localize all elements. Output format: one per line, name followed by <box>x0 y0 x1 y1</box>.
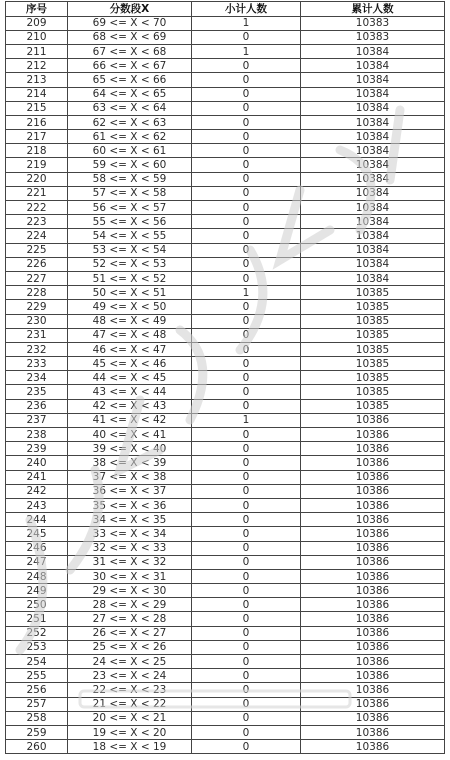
row-index: 227 <box>6 271 68 285</box>
table-row <box>6 456 445 470</box>
cumulative-count: 10386 <box>301 612 445 626</box>
table-row <box>6 640 445 654</box>
cumulative-count: 10386 <box>301 555 445 569</box>
row-index: 221 <box>6 186 68 200</box>
table-row <box>6 740 445 754</box>
subtotal-count: 0 <box>192 186 301 200</box>
table-row <box>6 683 445 697</box>
table-row <box>6 186 445 200</box>
cumulative-count: 10386 <box>301 569 445 583</box>
cumulative-count: 10386 <box>301 655 445 669</box>
cumulative-count: 10384 <box>301 144 445 158</box>
cumulative-count: 10384 <box>301 186 445 200</box>
row-index: 241 <box>6 470 68 484</box>
subtotal-count: 0 <box>192 456 301 470</box>
subtotal-count: 0 <box>192 87 301 101</box>
subtotal-count: 0 <box>192 271 301 285</box>
subtotal-count: 0 <box>192 711 301 725</box>
subtotal-count: 0 <box>192 257 301 271</box>
subtotal-count: 0 <box>192 101 301 115</box>
cumulative-count: 10384 <box>301 44 445 58</box>
row-index: 236 <box>6 399 68 413</box>
score-range: 50 <= X < 51 <box>68 286 192 300</box>
table-row <box>6 612 445 626</box>
score-range: 27 <= X < 28 <box>68 612 192 626</box>
header-row <box>6 2 445 17</box>
score-range: 58 <= X < 59 <box>68 172 192 186</box>
subtotal-count: 0 <box>192 442 301 456</box>
table-row <box>6 513 445 527</box>
table-row <box>6 342 445 356</box>
table-row <box>6 470 445 484</box>
score-range: 69 <= X < 70 <box>68 16 192 30</box>
table-row <box>6 598 445 612</box>
cumulative-count: 10385 <box>301 300 445 314</box>
row-index: 246 <box>6 541 68 555</box>
header-score-range: 分数段X <box>68 2 192 17</box>
score-range: 62 <= X < 63 <box>68 115 192 129</box>
cumulative-count: 10386 <box>301 470 445 484</box>
score-range: 30 <= X < 31 <box>68 569 192 583</box>
cumulative-count: 10386 <box>301 498 445 512</box>
row-index: 211 <box>6 44 68 58</box>
row-index: 215 <box>6 101 68 115</box>
score-range: 22 <= X < 23 <box>68 683 192 697</box>
table-row <box>6 428 445 442</box>
score-range: 44 <= X < 45 <box>68 371 192 385</box>
table-row <box>6 257 445 271</box>
row-index: 251 <box>6 612 68 626</box>
subtotal-count: 1 <box>192 413 301 427</box>
cumulative-count: 10384 <box>301 87 445 101</box>
subtotal-count: 0 <box>192 115 301 129</box>
subtotal-count: 0 <box>192 328 301 342</box>
table-row <box>6 725 445 739</box>
score-range: 61 <= X < 62 <box>68 130 192 144</box>
subtotal-count: 0 <box>192 626 301 640</box>
cumulative-count: 10385 <box>301 371 445 385</box>
subtotal-count: 0 <box>192 697 301 711</box>
subtotal-count: 0 <box>192 470 301 484</box>
subtotal-count: 0 <box>192 669 301 683</box>
score-range: 65 <= X < 66 <box>68 73 192 87</box>
table-row <box>6 399 445 413</box>
row-index: 238 <box>6 428 68 442</box>
score-range: 34 <= X < 35 <box>68 513 192 527</box>
table-row <box>6 59 445 73</box>
subtotal-count: 0 <box>192 584 301 598</box>
cumulative-count: 10386 <box>301 428 445 442</box>
subtotal-count: 0 <box>192 314 301 328</box>
row-index: 245 <box>6 527 68 541</box>
cumulative-count: 10384 <box>301 243 445 257</box>
row-index: 225 <box>6 243 68 257</box>
table-row <box>6 527 445 541</box>
subtotal-count: 0 <box>192 158 301 172</box>
cumulative-count: 10386 <box>301 725 445 739</box>
subtotal-count: 1 <box>192 44 301 58</box>
table-body <box>6 16 445 754</box>
score-range: 47 <= X < 48 <box>68 328 192 342</box>
table-row <box>6 711 445 725</box>
cumulative-count: 10384 <box>301 229 445 243</box>
table-row <box>6 172 445 186</box>
score-range: 52 <= X < 53 <box>68 257 192 271</box>
table-row <box>6 371 445 385</box>
cumulative-count: 10386 <box>301 513 445 527</box>
table-row <box>6 201 445 215</box>
score-range: 68 <= X < 69 <box>68 30 192 44</box>
row-index: 220 <box>6 172 68 186</box>
subtotal-count: 0 <box>192 555 301 569</box>
subtotal-count: 1 <box>192 16 301 30</box>
subtotal-count: 0 <box>192 172 301 186</box>
score-table <box>5 1 445 754</box>
row-index: 239 <box>6 442 68 456</box>
table-row <box>6 44 445 58</box>
table-row <box>6 484 445 498</box>
table-row <box>6 144 445 158</box>
subtotal-count: 0 <box>192 598 301 612</box>
cumulative-count: 10385 <box>301 328 445 342</box>
cumulative-count: 10386 <box>301 711 445 725</box>
subtotal-count: 0 <box>192 59 301 73</box>
score-range: 24 <= X < 25 <box>68 655 192 669</box>
row-index: 237 <box>6 413 68 427</box>
score-range: 51 <= X < 52 <box>68 271 192 285</box>
table-row <box>6 30 445 44</box>
row-index: 247 <box>6 555 68 569</box>
row-index: 248 <box>6 569 68 583</box>
row-index: 234 <box>6 371 68 385</box>
subtotal-count: 0 <box>192 357 301 371</box>
row-index: 223 <box>6 215 68 229</box>
table-row <box>6 101 445 115</box>
subtotal-count: 0 <box>192 683 301 697</box>
row-index: 244 <box>6 513 68 527</box>
cumulative-count: 10386 <box>301 598 445 612</box>
table-row <box>6 314 445 328</box>
cumulative-count: 10385 <box>301 314 445 328</box>
score-range: 23 <= X < 24 <box>68 669 192 683</box>
row-index: 258 <box>6 711 68 725</box>
score-range: 41 <= X < 42 <box>68 413 192 427</box>
row-index: 226 <box>6 257 68 271</box>
score-range: 38 <= X < 39 <box>68 456 192 470</box>
cumulative-count: 10386 <box>301 456 445 470</box>
score-range: 60 <= X < 61 <box>68 144 192 158</box>
cumulative-count: 10386 <box>301 541 445 555</box>
cumulative-count: 10386 <box>301 484 445 498</box>
row-index: 219 <box>6 158 68 172</box>
subtotal-count: 0 <box>192 498 301 512</box>
cumulative-count: 10384 <box>301 130 445 144</box>
score-range: 25 <= X < 26 <box>68 640 192 654</box>
subtotal-count: 0 <box>192 300 301 314</box>
cumulative-count: 10386 <box>301 683 445 697</box>
row-index: 257 <box>6 697 68 711</box>
cumulative-count: 10386 <box>301 442 445 456</box>
cumulative-count: 10386 <box>301 640 445 654</box>
score-range: 29 <= X < 30 <box>68 584 192 598</box>
table-row <box>6 115 445 129</box>
subtotal-count: 0 <box>192 725 301 739</box>
table-row <box>6 300 445 314</box>
score-range: 53 <= X < 54 <box>68 243 192 257</box>
score-range: 18 <= X < 19 <box>68 740 192 754</box>
table-row <box>6 158 445 172</box>
cumulative-count: 10385 <box>301 342 445 356</box>
subtotal-count: 0 <box>192 640 301 654</box>
score-range: 56 <= X < 57 <box>68 201 192 215</box>
score-range: 32 <= X < 33 <box>68 541 192 555</box>
row-index: 231 <box>6 328 68 342</box>
row-index: 250 <box>6 598 68 612</box>
score-range: 42 <= X < 43 <box>68 399 192 413</box>
score-range: 28 <= X < 29 <box>68 598 192 612</box>
table-row <box>6 669 445 683</box>
cumulative-count: 10384 <box>301 59 445 73</box>
table-row <box>6 655 445 669</box>
score-range: 26 <= X < 27 <box>68 626 192 640</box>
table-row <box>6 498 445 512</box>
cumulative-count: 10384 <box>301 201 445 215</box>
table-row <box>6 328 445 342</box>
score-range: 33 <= X < 34 <box>68 527 192 541</box>
table-row <box>6 555 445 569</box>
score-range: 19 <= X < 20 <box>68 725 192 739</box>
row-index: 254 <box>6 655 68 669</box>
score-range: 63 <= X < 64 <box>68 101 192 115</box>
score-range: 64 <= X < 65 <box>68 87 192 101</box>
subtotal-count: 0 <box>192 569 301 583</box>
score-range: 48 <= X < 49 <box>68 314 192 328</box>
score-range: 59 <= X < 60 <box>68 158 192 172</box>
row-index: 243 <box>6 498 68 512</box>
row-index: 212 <box>6 59 68 73</box>
subtotal-count: 0 <box>192 740 301 754</box>
score-range: 49 <= X < 50 <box>68 300 192 314</box>
score-range: 55 <= X < 56 <box>68 215 192 229</box>
table-row <box>6 215 445 229</box>
subtotal-count: 1 <box>192 286 301 300</box>
subtotal-count: 0 <box>192 371 301 385</box>
cumulative-count: 10385 <box>301 357 445 371</box>
row-index: 233 <box>6 357 68 371</box>
subtotal-count: 0 <box>192 243 301 257</box>
row-index: 209 <box>6 16 68 30</box>
cumulative-count: 10386 <box>301 697 445 711</box>
cumulative-count: 10386 <box>301 584 445 598</box>
cumulative-count: 10384 <box>301 257 445 271</box>
table-row <box>6 442 445 456</box>
table-row <box>6 385 445 399</box>
score-range: 54 <= X < 55 <box>68 229 192 243</box>
row-index: 232 <box>6 342 68 356</box>
table-row <box>6 271 445 285</box>
row-index: 228 <box>6 286 68 300</box>
table-row <box>6 584 445 598</box>
cumulative-count: 10384 <box>301 215 445 229</box>
subtotal-count: 0 <box>192 513 301 527</box>
subtotal-count: 0 <box>192 655 301 669</box>
score-range: 39 <= X < 40 <box>68 442 192 456</box>
score-range: 35 <= X < 36 <box>68 498 192 512</box>
score-range: 37 <= X < 38 <box>68 470 192 484</box>
cumulative-count: 10384 <box>301 158 445 172</box>
table-row <box>6 697 445 711</box>
table-row <box>6 87 445 101</box>
score-range: 40 <= X < 41 <box>68 428 192 442</box>
table-row <box>6 229 445 243</box>
subtotal-count: 0 <box>192 527 301 541</box>
score-range: 67 <= X < 68 <box>68 44 192 58</box>
cumulative-count: 10384 <box>301 73 445 87</box>
row-index: 255 <box>6 669 68 683</box>
row-index: 259 <box>6 725 68 739</box>
cumulative-count: 10386 <box>301 669 445 683</box>
cumulative-count: 10385 <box>301 286 445 300</box>
table-row <box>6 569 445 583</box>
subtotal-count: 0 <box>192 73 301 87</box>
score-range: 43 <= X < 44 <box>68 385 192 399</box>
subtotal-count: 0 <box>192 541 301 555</box>
cumulative-count: 10386 <box>301 527 445 541</box>
subtotal-count: 0 <box>192 30 301 44</box>
row-index: 224 <box>6 229 68 243</box>
cumulative-count: 10386 <box>301 413 445 427</box>
table-row <box>6 286 445 300</box>
score-range: 57 <= X < 58 <box>68 186 192 200</box>
row-index: 260 <box>6 740 68 754</box>
table-row <box>6 626 445 640</box>
header-subtotal: 小计人数 <box>192 2 301 17</box>
score-range: 31 <= X < 32 <box>68 555 192 569</box>
table-header <box>6 2 445 17</box>
score-range: 66 <= X < 67 <box>68 59 192 73</box>
table-row <box>6 243 445 257</box>
cumulative-count: 10386 <box>301 740 445 754</box>
table-row <box>6 16 445 30</box>
subtotal-count: 0 <box>192 612 301 626</box>
subtotal-count: 0 <box>192 201 301 215</box>
row-index: 217 <box>6 130 68 144</box>
score-range: 36 <= X < 37 <box>68 484 192 498</box>
header-index: 序号 <box>6 2 68 17</box>
row-index: 253 <box>6 640 68 654</box>
score-range: 21 <= X < 22 <box>68 697 192 711</box>
score-range: 20 <= X < 21 <box>68 711 192 725</box>
cumulative-count: 10384 <box>301 115 445 129</box>
subtotal-count: 0 <box>192 130 301 144</box>
subtotal-count: 0 <box>192 229 301 243</box>
cumulative-count: 10383 <box>301 16 445 30</box>
row-index: 240 <box>6 456 68 470</box>
subtotal-count: 0 <box>192 144 301 158</box>
table-row <box>6 357 445 371</box>
cumulative-count: 10385 <box>301 399 445 413</box>
row-index: 218 <box>6 144 68 158</box>
row-index: 230 <box>6 314 68 328</box>
row-index: 213 <box>6 73 68 87</box>
cumulative-count: 10383 <box>301 30 445 44</box>
subtotal-count: 0 <box>192 385 301 399</box>
cumulative-count: 10384 <box>301 101 445 115</box>
row-index: 242 <box>6 484 68 498</box>
subtotal-count: 0 <box>192 484 301 498</box>
table-row <box>6 130 445 144</box>
row-index: 222 <box>6 201 68 215</box>
row-index: 235 <box>6 385 68 399</box>
row-index: 216 <box>6 115 68 129</box>
table-row <box>6 541 445 555</box>
cumulative-count: 10386 <box>301 626 445 640</box>
row-index: 210 <box>6 30 68 44</box>
cumulative-count: 10385 <box>301 385 445 399</box>
row-index: 252 <box>6 626 68 640</box>
score-range: 45 <= X < 46 <box>68 357 192 371</box>
subtotal-count: 0 <box>192 428 301 442</box>
row-index: 214 <box>6 87 68 101</box>
subtotal-count: 0 <box>192 342 301 356</box>
subtotal-count: 0 <box>192 215 301 229</box>
row-index: 249 <box>6 584 68 598</box>
table-row <box>6 73 445 87</box>
header-cumulative: 累计人数 <box>301 2 445 17</box>
row-index: 256 <box>6 683 68 697</box>
table-row <box>6 413 445 427</box>
cumulative-count: 10384 <box>301 271 445 285</box>
subtotal-count: 0 <box>192 399 301 413</box>
row-index: 229 <box>6 300 68 314</box>
cumulative-count: 10384 <box>301 172 445 186</box>
score-range: 46 <= X < 47 <box>68 342 192 356</box>
